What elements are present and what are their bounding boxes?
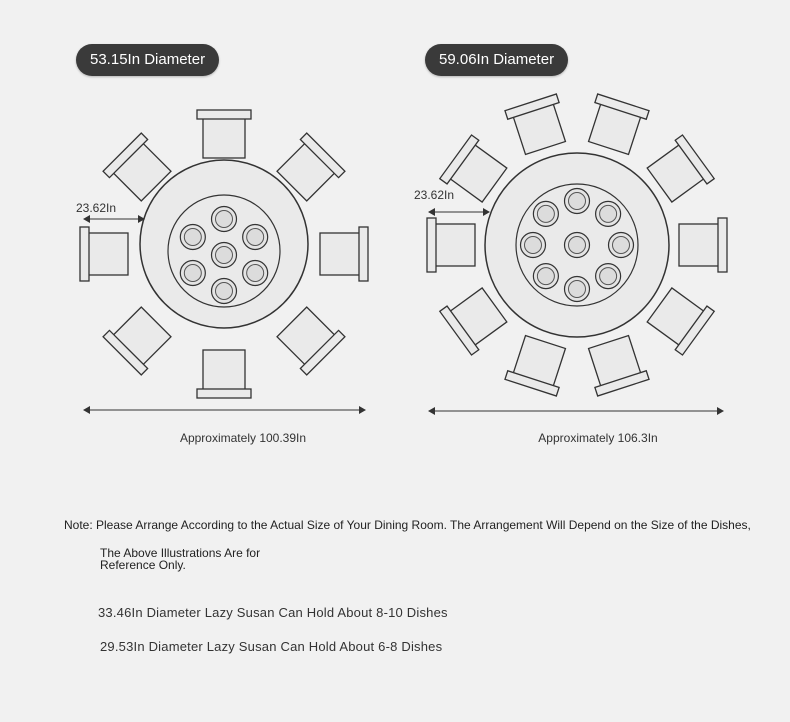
left-chair: [320, 227, 368, 281]
right-overall-label: Approximately 106.3In: [538, 431, 658, 445]
note-line-2: [100, 547, 260, 571]
left-dish: [243, 261, 268, 286]
left-chair: [273, 303, 345, 375]
right-spacing-label: 23.62In: [414, 188, 455, 202]
left-spacing-label: 23.62In: [76, 201, 117, 215]
right-dish: [565, 233, 590, 258]
left-chair: [197, 350, 251, 398]
left-chair: [103, 303, 175, 375]
right-dish: [521, 233, 546, 258]
right-dish: [609, 233, 634, 258]
left-overall-label: Approximately 100.39In: [179, 431, 307, 445]
left-dish: [212, 207, 237, 232]
right-chair: [679, 218, 727, 272]
left-dish: [243, 225, 268, 250]
right-chair: [505, 94, 571, 156]
right-dish: [565, 189, 590, 214]
left-dish: [212, 279, 237, 304]
note-line-2a: The Above Illustrations Are for: [100, 546, 261, 560]
lazy-susan-caption-small: 29.53In Diameter Lazy Susan Can Hold About 6-8 Dishes: [100, 639, 443, 654]
right-dish: [596, 201, 621, 226]
left-dish: [212, 243, 237, 268]
left-table-group: [76, 110, 368, 445]
diameter-badge-right: 59.06In Diameter: [425, 44, 568, 76]
right-chair: [505, 334, 571, 396]
right-table-group: [414, 94, 727, 445]
right-dish: [533, 264, 558, 289]
lazy-susan-caption-large: 33.46In Diameter Lazy Susan Can Hold About 8-10 Dishes: [98, 605, 448, 620]
right-dish: [565, 277, 590, 302]
right-chair: [583, 334, 649, 396]
note-line-1: Note: Please Arrange According to the Actual Size of Your Dining Room. The Arrangement Will Depend on the Size of the Dishes,: [64, 518, 751, 532]
right-dish: [533, 201, 558, 226]
left-dish: [180, 225, 205, 250]
left-chair: [197, 110, 251, 158]
note-line-2b: Reference Only.: [100, 558, 186, 572]
right-chair: [583, 94, 649, 156]
left-chair: [80, 227, 128, 281]
right-dish: [596, 264, 621, 289]
right-chair: [427, 218, 475, 272]
left-dish: [180, 261, 205, 286]
diameter-badge-left: 53.15In Diameter: [76, 44, 219, 76]
